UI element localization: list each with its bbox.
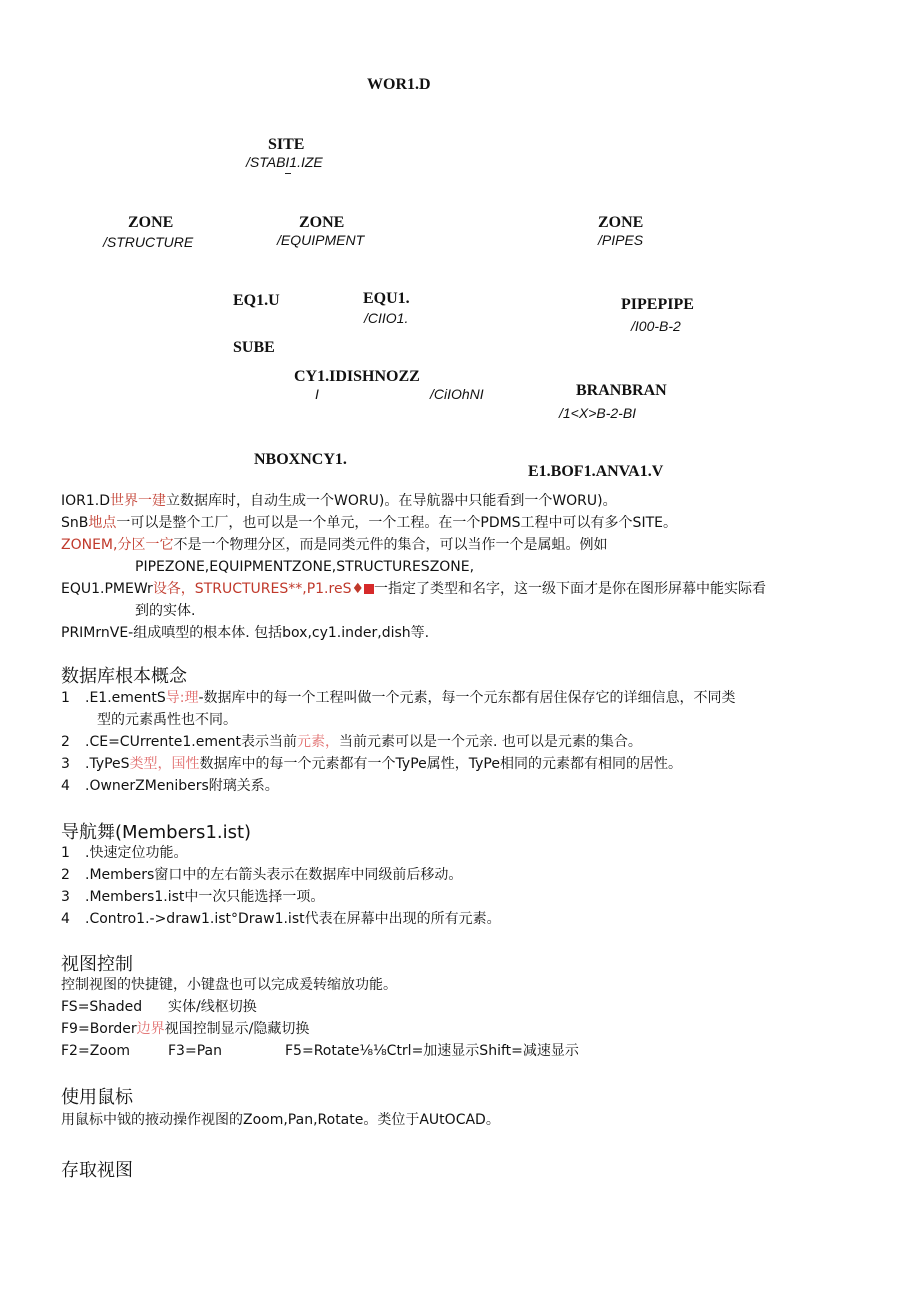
tree-elbo: E1.BOF1.ANVA1.V bbox=[528, 463, 664, 480]
tree-site: SITE bbox=[268, 136, 305, 153]
intro-primitive-line: PRIMrnVE-组成嗔型的根本体. 包括box,cy1.inder,dish等. bbox=[61, 625, 430, 641]
intro-site-desc: 一可以是整个工厂，也可以是一个单元，一个工程。在一个PDMS工程中可以有多个SITE。 bbox=[116, 515, 677, 531]
red-square-icon bbox=[364, 584, 374, 594]
mouse-desc: 用鼠标中钺的掖动操作视图的Zoom,Pan,Rotate。类位于AUtOCAD。 bbox=[61, 1112, 500, 1128]
section-save-view-title: 存取视图 bbox=[61, 1160, 133, 1181]
list-item-cont: 型的元素禹性也不同。 bbox=[97, 712, 237, 728]
shortcut-f3: F3=Pan bbox=[168, 1043, 222, 1059]
list-item: 4 .Contro1.->draw1.ist°Draw1.ist代表在屏幕中出现的所有元素。 bbox=[61, 911, 501, 927]
intro-equ-desc-cont: 到的实体. bbox=[135, 603, 196, 619]
intro-site-label: 地点 bbox=[88, 515, 117, 531]
tree-cylinder-sub-b: /CiIOhNI bbox=[430, 386, 484, 402]
section-view-control-title: 视图控制 bbox=[61, 954, 133, 975]
tree-pipe-sub: /I00-B-2 bbox=[631, 318, 681, 334]
tree-tick bbox=[285, 173, 291, 174]
intro-zone-term: ZONEM,分区一它 bbox=[61, 537, 174, 553]
shortcut-f5-rotate: F5=Rotate⅛⅛Ctrl=加速显示Shift=减速显示 bbox=[285, 1043, 579, 1059]
tree-equ-a: EQ1.U bbox=[233, 292, 280, 309]
tree-zone-pipes: ZONE bbox=[598, 214, 644, 231]
tree-zone-structure-sub: /STRUCTURE bbox=[103, 234, 194, 250]
list-item: 2 .CE=CUrrente1.ement表示当前元素，当前元素可以是一个元亲. 也可以是元素的集合。 bbox=[61, 734, 642, 750]
section-mouse-title: 使用鼠标 bbox=[61, 1087, 133, 1108]
list-item: 3 .TyPeS类型，国性数据库中的每一个元素都有一个TyPe属性，TyPe相同的元素都有相同的居性。 bbox=[61, 756, 682, 772]
list-item: 2 .Members窗口中的左右箭头表示在数据库中同级前后移动。 bbox=[61, 867, 463, 883]
intro-world-desc: 立数据库时，自动生成一个WORU)。在导航器中只能看到一个WORU)。 bbox=[166, 493, 617, 509]
tree-pipe: PIPEPIPE bbox=[621, 296, 694, 313]
list-item: 4 .OwnerZMenibers附璃关系。 bbox=[61, 778, 279, 794]
intro-equ-line bbox=[61, 579, 766, 599]
intro-equ-term: EQU1.PMEWr bbox=[61, 581, 153, 597]
intro-equ-desc: 一指定了类型和名字，这一级下面才是你在图形屏幕中能实际看 bbox=[374, 581, 767, 597]
intro-zone-line bbox=[61, 535, 607, 555]
intro-world-line bbox=[61, 491, 617, 511]
tree-cylinder: CY1.IDISHNOZZ bbox=[294, 368, 420, 385]
intro-site-term: SnB bbox=[61, 515, 89, 531]
intro-zone-examples: PIPEZONE,EQUIPMENTZONE,STRUCTURESZONE, bbox=[135, 559, 475, 575]
shortcut-f5-shaded-desc: 实体/线枢切换 bbox=[168, 999, 257, 1015]
list-item: 3 .Members1.ist中一次只能选择一项。 bbox=[61, 889, 325, 905]
shortcut-f2: F2=Zoom bbox=[61, 1043, 131, 1059]
tree-nbox: NBOXNCY1. bbox=[254, 451, 347, 468]
tree-branch-sub: /1<X>B-2-BI bbox=[559, 405, 637, 421]
intro-site-line bbox=[61, 513, 677, 533]
list-item: 1 .E1.ementS导:理-数据库中的每一个工程叫做一个元素，每一个元东都有居住保存它的详细信息，不同类 bbox=[61, 690, 736, 706]
view-control-desc: 控制视图的快捷键，小键盘也可以完成爰转缩放功能。 bbox=[61, 977, 397, 993]
intro-world-label: 世界一建 bbox=[110, 493, 167, 509]
tree-sube: SUBE bbox=[233, 339, 275, 356]
tree-equ-b: EQU1. bbox=[363, 290, 410, 307]
tree-site-sub: /STABI1.IZE bbox=[246, 154, 323, 170]
tree-world: WOR1.D bbox=[367, 76, 431, 93]
tree-equ-b-sub: /CIIO1. bbox=[364, 310, 409, 326]
section-db-concepts-title: 数据库根本概念 bbox=[61, 666, 187, 687]
tree-zone-pipes-sub: /PIPES bbox=[598, 232, 644, 248]
intro-zone-desc: 不是一个物理分区，而是同类元件的集合，可以当作一个是属蛆。例如 bbox=[173, 537, 608, 553]
shortcut-f5-shaded-key: FS=Shaded bbox=[61, 999, 143, 1015]
tree-branch: BRANBRAN bbox=[576, 382, 667, 399]
tree-zone-equipment-sub: /EQUIPMENT bbox=[277, 232, 365, 248]
intro-world-term: IOR1.D bbox=[61, 493, 111, 509]
tree-zone-structure: ZONE bbox=[128, 214, 174, 231]
shortcut-f9-line: F9=Border边界视国控制显示/隐藏切换 bbox=[61, 1021, 310, 1037]
list-item: 1 .快速定位功能。 bbox=[61, 845, 188, 861]
tree-cylinder-sub-a: I bbox=[315, 386, 319, 402]
intro-equ-label: 设各，STRUCTURES**,P1.reS♦ bbox=[152, 581, 365, 597]
tree-zone-equipment: ZONE bbox=[299, 214, 345, 231]
section-navigator-title: 导航舞(Members1.ist) bbox=[61, 822, 252, 843]
